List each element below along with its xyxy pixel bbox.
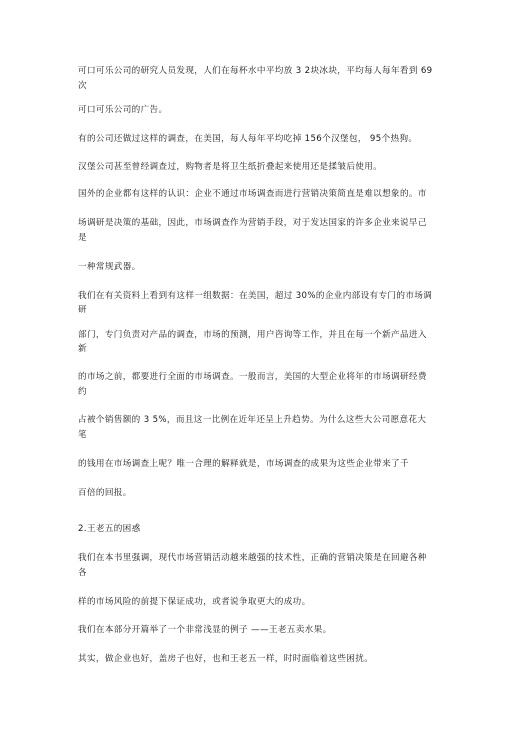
body-text-line: 笔 [78, 430, 87, 440]
body-text-line: 次 [78, 81, 87, 91]
body-text-line: 研 [78, 305, 87, 315]
body-text-line: 样的市场风险的前提下保证成功，或者说争取更大的成功。 [78, 597, 311, 607]
body-text-line: 我们在本书里强调，现代市场营销活动越来越强的技术性，正确的营销决策是在回避各种 [78, 553, 427, 563]
body-text-line: 有的公司还做过这样的调查，在美国，每人每年平均吃掉 156个汉堡包， 95个热狗。 [78, 134, 418, 144]
body-text-line: 汉堡公司甚至曾经调查过，购物者是将卫生纸折叠起来使用还是揉皱后使用。 [78, 162, 383, 172]
body-text-line: 的市场之前，都要进行全面的市场调查。一般而言，美国的大型企业将年的市场调研经费 [78, 372, 427, 382]
body-text-line: 约 [78, 387, 87, 397]
body-text-line: 可口可乐公司的广告。 [78, 105, 168, 115]
body-text-line: 我们在本部分开篇举了一个非常浅显的例子 ——王老五卖水果。 [78, 625, 332, 635]
body-text-line: 我们在有关资料上看到有这样一组数据：在美国，超过 30%的企业内部设有专门的市场调 [78, 291, 433, 301]
body-text-line: 各 [78, 568, 87, 578]
body-text-line: 是 [78, 233, 87, 243]
body-text-line: 百倍的回报。 [78, 488, 132, 498]
body-text-line: 其实，做企业也好，盖房子也好，也和王老五一样，时时面临着这些困扰。 [78, 654, 374, 664]
body-text-line: 部门，专门负责对产品的调查，市场的预测，用户咨询等工作，并且在每一个新产品进入 [78, 330, 427, 340]
body-text-line: 的钱用在市场调查上呢？唯一合理的解释就是，市场调查的成果为这些企业带来了千 [78, 459, 409, 469]
body-text-line: 占被个销售额的 3 5%，而且这一比例在近年还呈上升趋势。为什么这些大公司愿意花大 [78, 415, 427, 425]
body-text-line: 国外的企业都有这样的认识：企业不通过市场调查而进行营销决策简直是难以想象的。市 [78, 189, 427, 199]
body-text-line: 一种常规武器。 [78, 262, 141, 272]
body-text-line: 可口可乐公司的研究人员发现，人们在每杯水中平均放 3 2块冰块，平均每人每年看到 69 [78, 66, 433, 76]
section-heading: 2.王老五的困惑 [78, 524, 141, 534]
body-text-line: 新 [78, 344, 87, 354]
body-text-line: 场调研是决策的基础，因此，市场调查作为营销手段，对于发达国家的许多企业来说早己 [78, 218, 427, 228]
